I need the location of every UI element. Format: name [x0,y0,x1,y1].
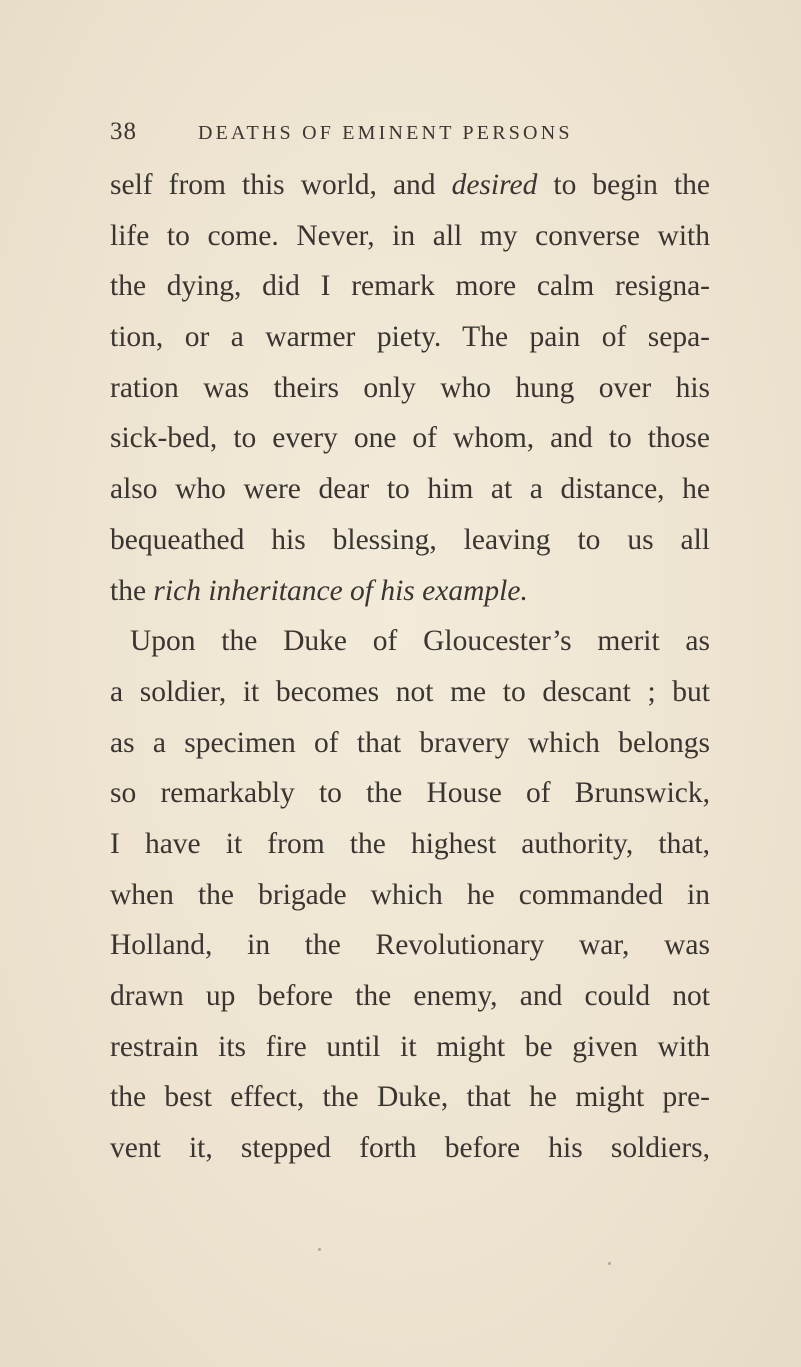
text-line: so remarkably to the House of Brunswick, [110,777,710,810]
text-line: restrain its fire until it might be given with [110,1030,710,1063]
text-line: tion, or a warmer piety. The pain of sepa- [110,321,710,354]
text-line: drawn up before the enemy, and could not [110,980,710,1012]
text-line: the dying, did I remark more calm resigna- [110,270,710,303]
text-line: ration was theirs only who hung over his [110,371,710,404]
running-head: DEATHS OF EMINENT PERSONS [198,122,573,144]
text-line: bequeathed his blessing, leaving to us all [110,523,710,556]
text-line: Upon the Duke of Gloucester’s merit as [130,625,710,658]
text-line: when the brigade which he commanded in [110,878,710,911]
text-line: vent it, stepped forth before his soldiers, [110,1132,710,1165]
text-line: I have it from the highest authority, that, [110,827,710,860]
text-line: Holland, in the Revolutionary war, was [110,929,710,962]
body-text [110,160,710,1174]
page-number: 38 [110,118,137,145]
text-line: as a specimen of that bravery which belongs [110,726,710,759]
text-line: a soldier, it becomes not me to descant ; but [110,675,710,708]
text-line: also who were dear to him at a distance, he [110,473,710,506]
page-header [110,118,710,158]
text-line: self from this world, and desired to begin the [110,169,710,201]
paper-speck [318,1248,321,1251]
text-line: life to come. Never, in all my converse with [110,219,710,252]
text-line: sick-bed, to every one of whom, and to those [110,422,710,455]
text-line: the rich inheritance of his example. [110,574,528,607]
paper-speck [608,1262,611,1265]
text-line: the best effect, the Duke, that he might pre- [110,1081,710,1114]
